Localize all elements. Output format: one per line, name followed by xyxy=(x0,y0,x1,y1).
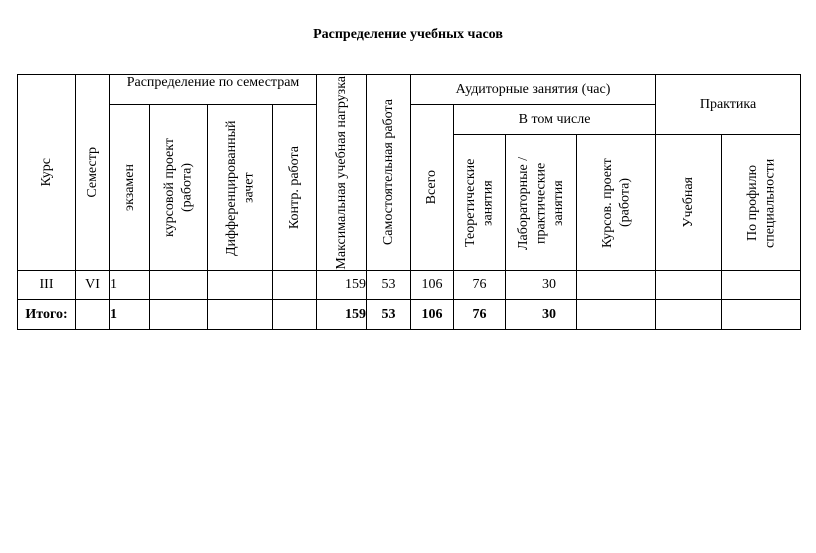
cell-course-project xyxy=(150,271,208,300)
cell-diff-credit xyxy=(208,271,273,300)
header-semester: Семестр xyxy=(76,75,110,271)
header-classroom: Аудиторные занятия (час) xyxy=(411,75,656,105)
hours-table xyxy=(17,74,801,330)
header-row-1 xyxy=(18,75,801,105)
header-diff-credit: Дифференцированный зачет xyxy=(208,105,273,271)
header-course-project: курсовой проект (работа) xyxy=(150,105,208,271)
totals-semester xyxy=(76,300,110,330)
cell-theory: 76 xyxy=(454,271,506,300)
totals-row xyxy=(18,300,801,330)
totals-total: 106 xyxy=(411,300,454,330)
totals-educational xyxy=(656,300,722,330)
header-lab: Лабораторные /практические занятия xyxy=(506,135,577,271)
cell-max-load: 159 xyxy=(317,271,367,300)
totals-profile xyxy=(722,300,801,330)
cell-control-work xyxy=(273,271,317,300)
totals-diff-credit xyxy=(208,300,273,330)
cell-semester: VI xyxy=(76,271,110,300)
totals-self-work: 53 xyxy=(367,300,411,330)
header-profile: По профилю специальности xyxy=(722,135,801,271)
totals-lab: 30 xyxy=(506,300,577,330)
cell-self-work: 53 xyxy=(367,271,411,300)
totals-label: Итого: xyxy=(18,300,76,330)
header-course-proj2: Курсов. проект (работа) xyxy=(577,135,656,271)
totals-max-load: 159 xyxy=(317,300,367,330)
cell-total: 106 xyxy=(411,271,454,300)
cell-educational xyxy=(656,271,722,300)
header-exam: экзамен xyxy=(110,105,150,271)
header-educational: Учебная xyxy=(656,135,722,271)
totals-control-work xyxy=(273,300,317,330)
header-distribution: Распределение по семестрам xyxy=(110,75,317,105)
cell-lab: 30 xyxy=(506,271,577,300)
cell-course-proj2 xyxy=(577,271,656,300)
cell-course: III xyxy=(18,271,76,300)
totals-theory: 76 xyxy=(454,300,506,330)
cell-profile xyxy=(722,271,801,300)
header-self-work: Самостоятельная работа xyxy=(367,75,411,271)
header-including: В том числе xyxy=(454,105,656,135)
cell-exam: 1 xyxy=(110,271,150,300)
header-course: Курс xyxy=(18,75,76,271)
header-theory: Теоретические занятия xyxy=(454,135,506,271)
totals-course-project xyxy=(150,300,208,330)
header-total: Всего xyxy=(411,105,454,271)
header-max-load: Максимальная учебная нагрузка xyxy=(317,75,367,271)
header-practice: Практика xyxy=(656,75,801,135)
totals-exam: 1 xyxy=(110,300,150,330)
header-control-work: Контр. работа xyxy=(273,105,317,271)
totals-course-proj2 xyxy=(577,300,656,330)
table-row xyxy=(18,271,801,300)
page-title: Распределение учебных часов xyxy=(313,27,503,42)
